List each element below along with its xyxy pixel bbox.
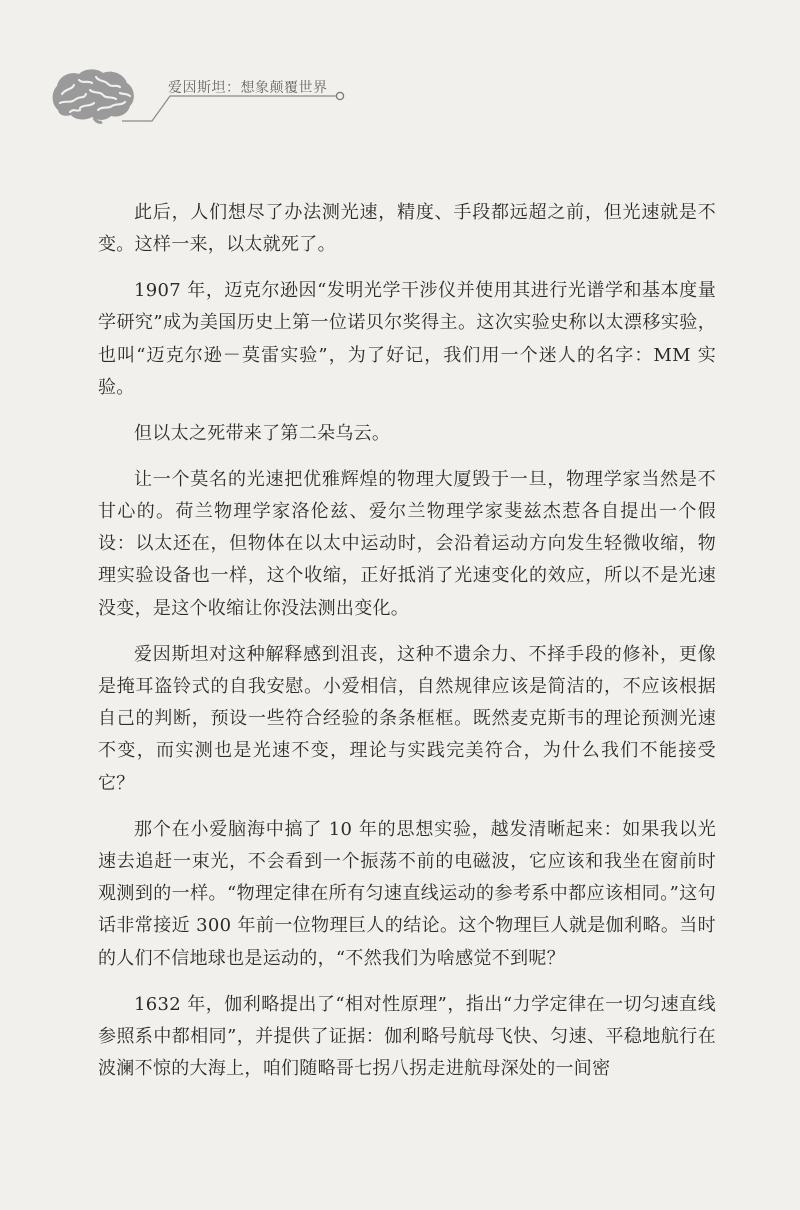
paragraph-1: 此后，人们想尽了办法测光速，精度、手段都远超之前，但光速就是不变。这样一来，以太就死了。	[98, 202, 716, 256]
paragraph-4: 让一个莫名的光速把优雅辉煌的物理大厦毁于一旦，物理学家当然是不甘心的。荷兰物理学家洛伦兹、爱尔兰物理学家斐兹杰惹各自提出一个假设：以太还在，但物体在以太中运动时，会沿着运动方向发生轻微收缩，物理实验设备也一样，这个收缩，正好抵消了光速变化的效应，所以不是光速没变，是这个收缩让你没法测出变化。	[98, 468, 716, 619]
paragraph-7: 1632 年，伽利略提出了“相对性原理”，指出“力学定律在一切匀速直线参照系中都相同”，并提供了证据：伽利略号航母飞快、匀速、平稳地航行在波澜不惊的大海上，咱们随略哥七拐八拐走进航母深处的一间密	[98, 993, 716, 1080]
paragraph-5: 爱因斯坦对这种解释感到沮丧，这种不遗余力、不择手段的修补，更像是掩耳盗铃式的自我安慰。小爱相信，自然规律应该是简洁的，不应该根据自己的判断，预设一些符合经验的条条框框。既然麦克斯韦的理论预测光速不变，而实测也是光速不变，理论与实践完美符合，为什么我们不能接受它？	[98, 643, 716, 794]
paragraph-3: 但以太之死带来了第二朵乌云。	[134, 422, 391, 444]
header-book-title: 爱因斯坦：想象颠覆世界	[168, 80, 328, 96]
paragraph-6: 那个在小爱脑海中搞了 10 年的思想实验，越发清晰起来：如果我以光速去追赶一束光，不会看到一个振荡不前的电磁波，它应该和我坐在窗前时观测到的一样。“物理定律在所有匀速直线运动的参考系中都应该相同。”这句话非常接近 300 年前一位物理巨人的结论。这个物理巨人就是伽利略。当时的人们不信地球也是运动的，“不然我们为啥感觉不到呢？	[98, 818, 716, 969]
brain-icon	[50, 66, 136, 124]
running-header	[0, 0, 800, 150]
page-body	[98, 197, 716, 1099]
paragraph-2: 1907 年，迈克尔逊因“发明光学干涉仪并使用其进行光谱学和基本度量学研究”成为美国历史上第一位诺贝尔奖得主。这次实验史称以太漂移实验，也叫“迈克尔逊－莫雷实验”，为了好记，我们用一个迷人的名字：MM 实验。	[98, 280, 716, 398]
